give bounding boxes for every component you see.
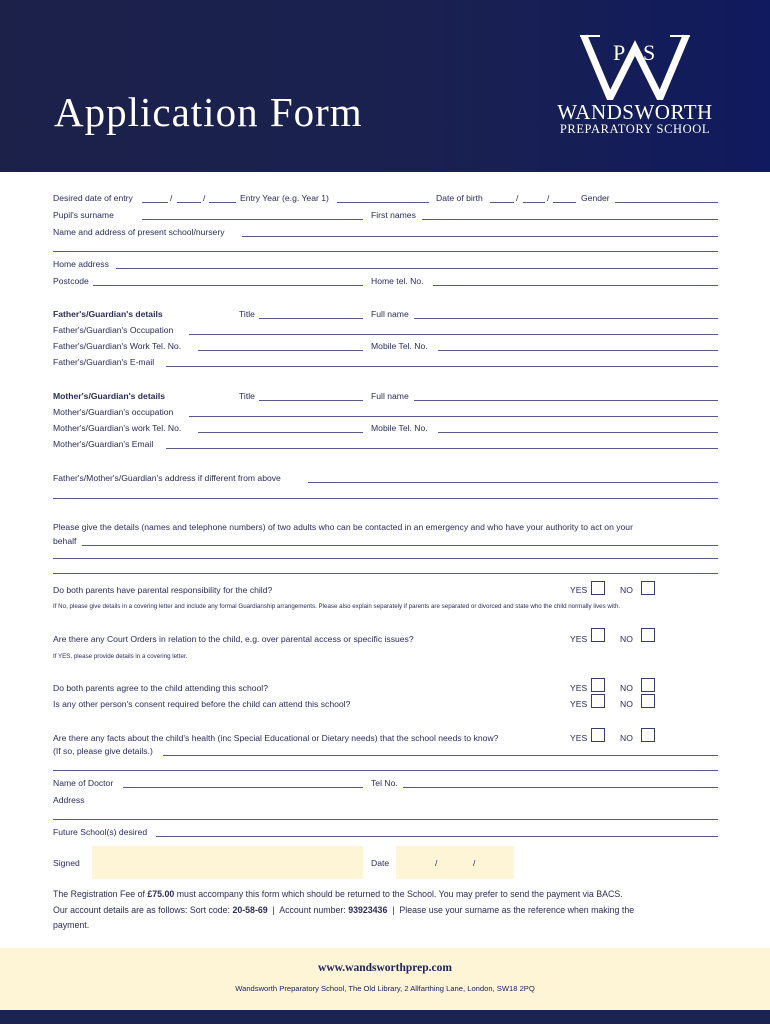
q5-label: Are there any facts about the child's health (inc Special Educational or Dietary needs) that the school needs to know? <box>53 733 499 743</box>
mother-title-input[interactable] <box>259 400 363 401</box>
logo-letter-s: S <box>643 40 656 65</box>
q3-yes-checkbox[interactable] <box>591 678 605 692</box>
father-email-input[interactable] <box>166 366 718 367</box>
q2-yes-label: YES <box>570 634 588 644</box>
mother-email-input[interactable] <box>166 448 718 449</box>
q2-row <box>53 633 718 647</box>
q2-note-row <box>53 651 718 665</box>
gender-input[interactable] <box>615 202 718 203</box>
q5-yes-checkbox[interactable] <box>591 728 605 742</box>
q1-label: Do both parents have parental responsibility for the child? <box>53 585 273 595</box>
father-title-label: Title <box>239 309 255 319</box>
entry-row <box>53 192 718 206</box>
date-slash: / <box>170 193 173 203</box>
fee-amount: £75.00 <box>147 889 175 899</box>
father-heading: Father's/Guardian's details <box>53 309 163 319</box>
q1-no-label: NO <box>620 585 633 595</box>
q5-row <box>53 732 718 746</box>
postcode-label: Postcode <box>53 276 89 286</box>
fee-line-2 <box>53 903 713 918</box>
date-slash: / <box>435 858 438 868</box>
q2-yes-checkbox[interactable] <box>591 628 605 642</box>
q1-yes-checkbox[interactable] <box>591 581 605 595</box>
page-footer <box>0 948 770 1010</box>
q2-no-checkbox[interactable] <box>641 628 655 642</box>
present-school-row <box>53 226 718 240</box>
q4-label: Is any other person's consent required before the child can attend this school? <box>53 699 351 709</box>
father-work-tel-label: Father's/Guardian's Work Tel. No. <box>53 341 182 351</box>
father-fullname-label: Full name <box>371 309 409 319</box>
q1-no-checkbox[interactable] <box>641 581 655 595</box>
q3-row <box>53 682 718 696</box>
doctor-address-input[interactable] <box>53 819 718 820</box>
dob-label: Date of birth <box>436 193 483 203</box>
q5-sub-label: (If so, please give details.) <box>53 746 153 756</box>
address-different-line-2[interactable] <box>53 498 718 499</box>
signed-label: Signed <box>53 858 80 868</box>
q3-yes-label: YES <box>570 683 588 693</box>
mother-email-row <box>53 438 718 452</box>
q1-note: If No, please give details in a covering letter and include any formal Guardianship arrangements. Please also explain separately if parents are separated or divorced and state who the child normally lives with. <box>53 603 621 610</box>
fee-paragraph <box>53 887 713 933</box>
emergency-label: Please give the details (names and telephone numbers) of two adults who can be contacted in an emergency and who have your authority to act on your <box>53 522 633 532</box>
doctor-name-label: Name of Doctor <box>53 778 114 788</box>
school-logo <box>540 30 730 140</box>
father-tel-row <box>53 340 718 354</box>
date-slash: / <box>516 193 519 203</box>
gender-label: Gender <box>581 193 610 203</box>
page-title: Application Form <box>54 89 363 135</box>
mother-fullname-input[interactable] <box>414 400 718 401</box>
entry-year-field[interactable] <box>209 202 236 203</box>
doctor-address-label: Address <box>53 795 85 805</box>
doctor-address-row <box>53 794 718 808</box>
mother-occupation-label: Mother's/Guardian's occupation <box>53 407 174 417</box>
future-school-row <box>53 826 718 840</box>
mother-mobile-label: Mobile Tel. No. <box>371 423 428 433</box>
father-heading-row <box>53 308 718 322</box>
q5-details-line-2[interactable] <box>53 770 718 771</box>
first-names-label: First names <box>371 210 416 220</box>
father-mobile-input[interactable] <box>438 350 718 351</box>
logo-school-subtitle: PREPARATORY SCHOOL <box>559 122 711 136</box>
address-different-label: Father's/Mother's/Guardian's address if different from above <box>53 473 281 483</box>
postcode-input[interactable] <box>93 285 363 286</box>
emergency-input-1[interactable] <box>82 545 718 546</box>
logo-letter-p: P <box>613 40 626 65</box>
q5-no-label: NO <box>620 733 633 743</box>
q4-no-checkbox[interactable] <box>641 694 655 708</box>
q5-sub-row <box>53 745 718 759</box>
doctor-name-input[interactable] <box>123 787 363 788</box>
doctor-row <box>53 777 718 791</box>
date-slash: / <box>473 858 476 868</box>
fee-line-3: payment. <box>53 920 90 930</box>
logo-school-name: WANDSWORTH <box>557 100 713 124</box>
father-email-row <box>53 356 718 370</box>
q4-yes-label: YES <box>570 699 588 709</box>
father-mobile-label: Mobile Tel. No. <box>371 341 428 351</box>
q3-no-checkbox[interactable] <box>641 678 655 692</box>
father-occupation-input[interactable] <box>189 334 718 335</box>
mother-fullname-label: Full name <box>371 391 409 401</box>
fee-text: must accompany this form which should be returned to the School. You may prefer to send the payment via BACS. <box>174 889 623 899</box>
mother-email-label: Mother's/Guardian's Email <box>53 439 154 449</box>
mother-mobile-input[interactable] <box>438 432 718 433</box>
fee-text: The Registration Fee of <box>53 889 148 899</box>
home-tel-label: Home tel. No. <box>371 276 424 286</box>
q4-no-label: NO <box>620 699 633 709</box>
home-tel-input[interactable] <box>433 285 718 286</box>
desired-date-label: Desired date of entry <box>53 193 133 203</box>
dob-day-field[interactable] <box>490 202 514 203</box>
mother-occupation-input[interactable] <box>189 416 718 417</box>
doctor-tel-input[interactable] <box>403 787 718 788</box>
q4-yes-checkbox[interactable] <box>591 694 605 708</box>
account-number: 93923436 <box>348 905 388 915</box>
emergency-row-1 <box>53 521 718 535</box>
footer-bar <box>0 1010 770 1024</box>
mother-work-tel-input[interactable] <box>198 432 363 433</box>
emergency-input-3[interactable] <box>53 573 718 574</box>
home-address-row <box>53 258 718 272</box>
fee-text: | Account number: <box>267 905 349 915</box>
date-label: Date <box>371 858 390 868</box>
father-email-label: Father's/Guardian's E-mail <box>53 357 155 367</box>
surname-label: Pupil's surname <box>53 210 114 220</box>
school-crest-icon <box>580 30 690 100</box>
q3-label: Do both parents agree to the child attending this school? <box>53 683 268 693</box>
entry-year-label: Entry Year (e.g. Year 1) <box>240 193 329 203</box>
dob-year-field[interactable] <box>553 202 576 203</box>
emergency-row-2 <box>53 535 718 549</box>
q4-row <box>53 698 718 712</box>
entry-year-input[interactable] <box>337 202 429 203</box>
q1-row <box>53 584 718 598</box>
home-address-input[interactable] <box>116 268 718 269</box>
q1-note-row <box>53 601 718 615</box>
emergency-label-cont: behalf <box>53 536 77 546</box>
first-names-input[interactable] <box>422 219 718 220</box>
q2-note: If YES, please provide details in a covering letter. <box>53 653 188 660</box>
page-header <box>0 0 770 172</box>
entry-day-field[interactable] <box>142 202 168 203</box>
entry-month-field[interactable] <box>177 202 201 203</box>
future-school-label: Future School(s) desired <box>53 827 148 837</box>
school-address: Wandsworth Preparatory School, The Old Library, 2 Allfarthing Lane, London, SW18 2PQ <box>235 984 535 993</box>
mother-heading: Mother's/Guardian's details <box>53 391 166 401</box>
postcode-row <box>53 275 718 289</box>
father-title-input[interactable] <box>259 318 363 319</box>
q5-details-input[interactable] <box>163 755 718 756</box>
address-different-input[interactable] <box>308 482 718 483</box>
q5-yes-label: YES <box>570 733 588 743</box>
future-school-input[interactable] <box>156 836 718 837</box>
sort-code: 20-58-69 <box>232 905 268 915</box>
father-occupation-label: Father's/Guardian's Occupation <box>53 325 174 335</box>
father-fullname-input[interactable] <box>414 318 718 319</box>
dob-month-field[interactable] <box>523 202 545 203</box>
father-occupation-row <box>53 324 718 338</box>
signed-row <box>53 857 718 871</box>
q5-no-checkbox[interactable] <box>641 728 655 742</box>
q2-no-label: NO <box>620 634 633 644</box>
website-link[interactable]: www.wandsworthprep.com <box>318 962 452 974</box>
doctor-tel-label: Tel No. <box>371 778 398 788</box>
surname-row <box>53 209 718 223</box>
present-school-line-2[interactable] <box>53 251 718 252</box>
mother-occupation-row <box>53 406 718 420</box>
q1-yes-label: YES <box>570 585 588 595</box>
mother-heading-row <box>53 390 718 404</box>
present-school-label: Name and address of present school/nursery <box>53 227 225 237</box>
date-slash: / <box>203 193 206 203</box>
q3-no-label: NO <box>620 683 633 693</box>
mother-tel-row <box>53 422 718 436</box>
mother-title-label: Title <box>239 391 255 401</box>
fee-text: Our account details are as follows: Sort code: <box>53 905 233 915</box>
present-school-input[interactable] <box>242 236 718 237</box>
father-work-tel-input[interactable] <box>198 350 363 351</box>
fee-line-1 <box>53 887 713 902</box>
emergency-input-2[interactable] <box>53 558 718 559</box>
mother-work-tel-label: Mother's/Guardian's work Tel. No. <box>53 423 182 433</box>
home-address-label: Home address <box>53 259 109 269</box>
surname-input[interactable] <box>142 219 363 220</box>
date-slash: / <box>547 193 550 203</box>
address-different-row <box>53 472 718 486</box>
fee-text: | Please use your surname as the reference when making the <box>387 905 635 915</box>
q2-label: Are there any Court Orders in relation to the child, e.g. over parental access or specific issues? <box>53 634 414 644</box>
